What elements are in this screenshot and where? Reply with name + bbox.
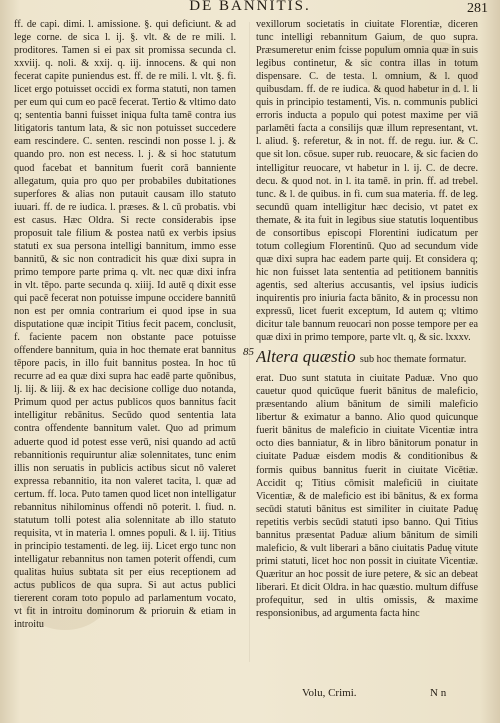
signature-mark: Volu, Crimi. [302,687,357,699]
running-title: DE BANNITIS. [189,0,311,14]
margin-number: 85 [243,346,254,358]
left-column [14,18,236,679]
page-number: 281 [467,1,488,16]
column-gutter [249,22,250,662]
section-heading-title: Altera quæstio [256,347,356,367]
body-paragraph: ff. de capi. dimi. l. amissione. §. qui deficiunt. & ad lege corne. de sica l. ij. §. vlt. & de re mili. l. proditores. Tamen si ei pax sit promissa secunda cl. xxviij. q. noli. & xxij. q. iij. innocens. & qui non fecerat capite puniendus est. ff. de re mili. l. vlt. §. fi. licet ergo potuisset occidi ex forma statuti, non tamen per eum qui cum eo pacē fecerat. Tertio & vltimo dato q; sententia banni fuisset iniqua fulta tamē contra ius litigatoris tantum lata, & sic non potuisset succedere eam rescindere. C. senten. rescindi non posse l. j. & quando pro. non est necess. l. j. & si hoc statutum quod facebat et bannitum fuerit corā banniente allegatum, quia pro quo per probabiles dubitationes superfores & alias non putauit causam illo statuto iuuari. ff. de re iudica. l. præses. & l. cū probatis. vbi est casus. Hæc Oldra. Si recte considerabis ipse proposuit tale filium & postea natū ex verbis ipsius statuti ex sua persona intelligi bannitum, immo esse bannitū, & sic non contradicit his quæ dixi supra in primo tempore parte prima q. vlt. nec quæ dixi infra in vlt. tēpo. parte secunda q. xiiij. Id autē q dixit esse qui pacē fecerat non potuisse impune occidere bannitū non est per omnia contrarium ei quod ipse in sua disputatione quæ incipit Titius fecit pacem, conclusit, f. faciente pacem non obstante pace potuisse offendere bannitum, quia in hoc themate erat bannitus tēpore pacis, in illo fuit bannitus postea. In hoc tū recurre ad ea quæ dixi supra hac eadē parte quōnibus, lj. lij. & liij. & ex hac decisione collige duo notanda, Primum quod per actus publicos quos bannitus facit intelligitur rebānitus. Secūdo quod sententia lata contra offendente bannitum valet. Quo ad primum aduerte quod id potest esse verū, nisi quando ad actū rebannitionis requiruntur aliæ solennitates, tunc enim illis non seruatis in publicis actibus sicut nō valeret expressa rebannitio, ita non valeret tacita, l. quæ ad certum. ff. loca. Puto tamen quod licet non intelligatur rebannitus nihilominus offendi nō poterit. l. fiud. n. statutum tolli potest alia solennitate ab illo statuto requisita, vt in materia l. omnes populi. & l. iij. Titius in principio testamenti. de leg. iij. Licet ergo tunc non intelligatur rebannitus non tamen poterit offendi, cum qualitas huius subtata sit per eius receptionem ad actus publicos de qua supra. Si aut actus publici tiererent coram toto populo ad parlamentum vocato, vt fit in introitu dominorum & prioruin & etiam in introitu [14,19,236,631]
body-paragraph: erat. Duo sunt statuta in ciuitate Paduæ. Vno quo cauetur quod quicūque fuerit bānitus de maleficio, præsentando alium bānitum de simili maleficio libertur & eximatur a banno. Alio quod quicunque fuerit bānitus de maleficio in ciuitate Vicentiæ intra octo dies banniatur, & in libro bānitorum ponatur in ciuitate Paduæ eisdem modis & conditionibus & formis quibus bannitus fuerit in ciuitate Vicētiæ. Accidit q; Titius cōmisit maleficiū in ciuitate Vicentiæ, & de maleficio est ibi bānitus, & ex forma secūdi statuti bānitus est similiter in ciuitate Paduę repetitis verbis secūdi statuti ipso banno. Qui Titius bannitus præsentat Paduæ alium bānitum de simili maleficio, & vult liberari a bāno ciuitatis Paduę vitute primi statuti, licet hoc non possit in ciuitate Vicentiæ. Quæritur an hoc possit de iure petere, & sic an debeat liberari. Et dicit Oldra. in hac quæstio. multum diffuse profequitur, sed in ultis omissis, & maxime responsionibus, ad argumenta facta hinc [256,373,478,620]
body-paragraph: vexillorum societatis in ciuitate Florentiæ, diceren tunc intelligi rebannitum Gaium, de quo supra. Præsumeretur enim fcisse populum omnia quæ in suis legibus continetur, & sic contra illas in totum dispensare. C. de testa. l. omnium, & l. quod quibusdam. ff. de re iudica. & quod habetur in d. l. li quis in principio testamenti, Vis. n. communis publici erroris inducta a populo qui potest maxime per viā parlamēti facta a consilijs quæ illum representant, vt. l. aliud. §. referetur, & in not. ff. de regu. iur. & C. que sit lon. cōsue. super rub. reuocare, & sic facien do intelligitur reuocare, vt habetur in l. ij. C. de decre. decu. & quod not. in l. ita tamē. in prin. ff. ad trebel. tunc. & l. de quibus. in fi. cum sua materia. ff. de leg. secundū quam intelligitur hæc decisio, vt patet ex themate, & ita fuit in legibus siue statutis loquentibus de consortibus episcopi Florentini iudicatum per totum collegium Florentinū. Quo ad secundum vide quæ dixi supra hac eadem parte quij. Et considera q; hic non fuisset lata sententia ad petitionem bannitis agentis, sed alterius accusantis, vel ipsius iudicis inquirentis pro iniuria facta bānito, & in processu non expressū, licet fuerit exceptum, Id autem q; vltimo dicitur tale bannum reuocari non posse tempore per ea quæ dixi in primo tempore, parte vlt. q, & sic. lxxxv. [256,19,478,344]
catchword: N n [430,687,447,699]
right-column [256,18,478,679]
section-heading [256,348,478,369]
page-header [0,0,500,20]
section-heading-tail: sub hoc themate formatur. [359,354,467,366]
page-footer [0,687,500,703]
